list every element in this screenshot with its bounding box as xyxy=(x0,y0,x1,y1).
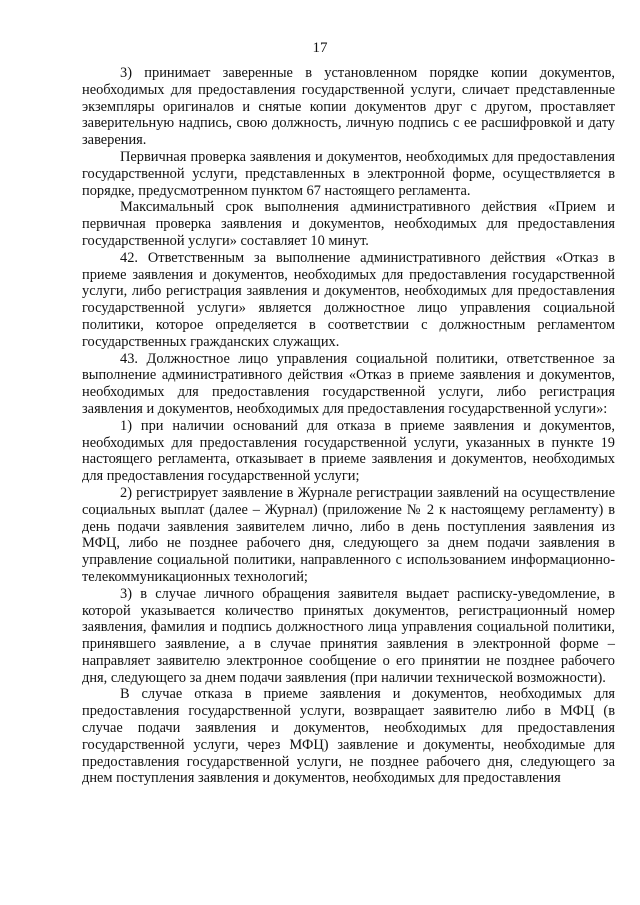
paragraph-refusal-return: В случае отказа в приеме заявления и документов, необходимых для предоставления государственной услуги, возвращает заявителю либо в МФЦ (в случае подачи заявления и документов, необходимых для предоставления государственной услуги, через МФЦ) заявление и документы, необходимые для предоставления государственной услуги, не позднее рабочего дня, следующего за днем поступления заявления и документов, необходимых для предоставления xyxy=(82,686,615,787)
paragraph-clause-43: 43. Должностное лицо управления социальной политики, ответственное за выполнение административного действия «Отказ в приеме заявления и документов, необходимых для предоставления государственной услуги, либо регистрация заявления и документов, необходимых для предоставления государственной услуги»: xyxy=(82,350,615,417)
paragraph-clause-42: 42. Ответственным за выполнение административного действия «Отказ в приеме заявления и документов, необходимых для предоставления государственной услуги, либо регистрация заявления и документов, необходимых для предоставления государственной услуги» является должностное лицо управления социальной политики, которое определяется в соответствии с должностным регламентом государственных гражданских служащих. xyxy=(82,249,615,350)
regulation-text xyxy=(82,65,615,787)
paragraph-max-duration: Максимальный срок выполнения административного действия «Прием и первичная проверка заявления и документов, необходимых для предоставления государственной услуги» составляет 10 минут. xyxy=(82,199,615,249)
paragraph-item-2-registration: 2) регистрирует заявление в Журнале регистрации заявлений на осуществление социальных выплат (далее – Журнал) (приложение № 2 к настоящему регламенту) в день подачи заявления заявителем лично, либо в день поступления заявления из МФЦ, либо не позднее рабочего дня, следующего за днем подачи заявления в управление социальной политики, направленного с использованием информационно-телекоммуникационных технологий; xyxy=(82,484,615,585)
paragraph-item-1-refusal: 1) при наличии оснований для отказа в приеме заявления и документов, необходимых для предоставления государственной услуги, указанных в пункте 19 настоящего регламента, отказывает в приеме заявления и документов, необходимых для предоставления государственной услуги; xyxy=(82,417,615,485)
paragraph-initial-check: Первичная проверка заявления и документов, необходимых для предоставления государственной услуги, представленных в электронной форме, осуществляется в порядке, предусмотренном пунктом 67 настоящего регламента. xyxy=(82,148,615,199)
paragraph-item-3-acceptance: 3) принимает заверенные в установленном порядке копии документов, необходимых для предоставления государственной услуги, сличает представленные экземпляры оригиналов и снятые копии документов друг с другом, проставляет заверительную надпись, свою должность, личную подпись с ее расшифровкой и дату заверения. xyxy=(82,65,615,149)
page-number: 17 xyxy=(312,40,328,56)
paragraph-item-3-receipt: 3) в случае личного обращения заявителя выдает расписку-уведомление, в которой указывается количество принятых документов, регистрационный номер заявления, фамилия и подпись должностного лица управления социальной политики, принявшего заявление, а в случае принятия заявления в электронной форме – направляет заявителю электронное сообщение о его принятии не позднее рабочего дня, следующего за днем подачи заявления (при наличии технической возможности). xyxy=(82,585,615,686)
